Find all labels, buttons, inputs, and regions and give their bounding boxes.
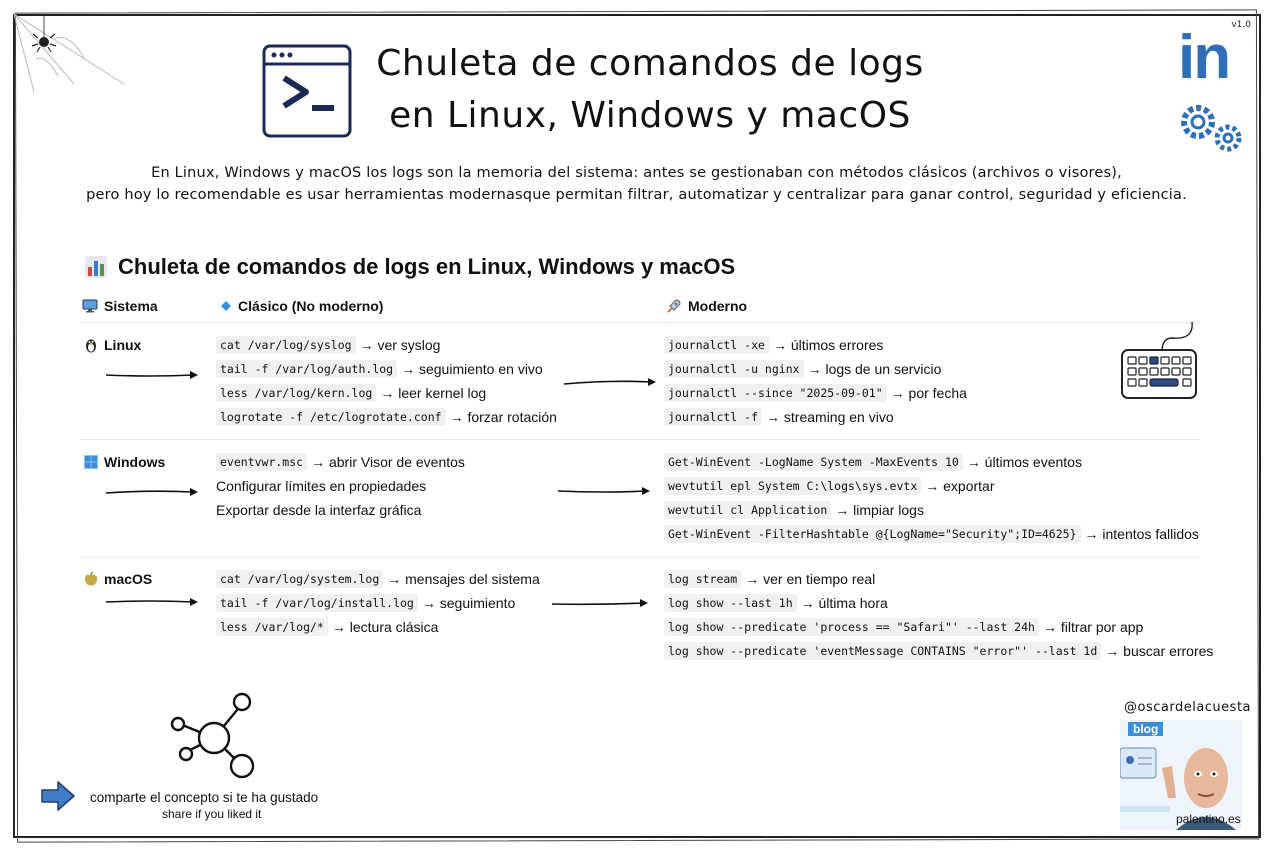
command-desc: Exportar desde la interfaz gráfica [216, 502, 422, 518]
command-desc: Configurar límites en propiedades [216, 478, 427, 494]
command-desc: → últimos errores [772, 337, 884, 353]
header-classic [220, 298, 383, 314]
macos-classic-list [216, 567, 540, 639]
command-code: logrotate -f /etc/logrotate.conf [216, 408, 446, 426]
command-item [216, 615, 540, 639]
command-code: log show --last 1h [664, 594, 797, 612]
command-code: tail -f /var/log/auth.log [216, 360, 397, 378]
rocket-icon [666, 298, 682, 314]
share-arrow-icon[interactable] [40, 780, 76, 812]
system-name: Linux [104, 337, 142, 353]
command-item [216, 498, 465, 522]
command-item [664, 567, 1213, 591]
command-item [664, 381, 967, 405]
row-divider [80, 556, 1200, 557]
diamond-icon [220, 300, 232, 312]
command-desc: → seguimiento en vivo [401, 361, 543, 377]
monitor-icon [82, 299, 98, 313]
version-label: v1.0 [1231, 20, 1251, 30]
command-item [664, 522, 1199, 546]
linkedin-logo: in [1178, 23, 1230, 92]
linux-classic-list [216, 333, 557, 429]
command-code: wevtutil cl Application [664, 501, 831, 519]
command-item [216, 474, 465, 498]
arrow-icon [104, 595, 200, 609]
header-modern-label: Moderno [688, 298, 748, 314]
header-modern [666, 298, 747, 314]
command-code: tail -f /var/log/install.log [216, 594, 418, 612]
penguin-icon [84, 337, 98, 353]
blog-label: blog [1128, 722, 1163, 736]
command-code: cat /var/log/system.log [216, 570, 383, 588]
title-line-2: en Linux, Windows y macOS [389, 95, 911, 136]
intro-line-2: pero hoy lo recomendable es usar herramientas modernasque permitan filtrar, automatizar y centralizar para ganar control, seguridad y eficiencia. [86, 187, 1187, 203]
command-code: log stream [664, 570, 741, 588]
command-desc: → seguimiento [421, 595, 516, 611]
system-macos [84, 571, 152, 587]
command-code: cat /var/log/syslog [216, 336, 356, 354]
header-system [82, 298, 158, 314]
keyboard-icon [1116, 320, 1202, 404]
blog-badge [1128, 722, 1163, 736]
arrow-icon [104, 485, 200, 499]
command-item [216, 333, 557, 357]
command-item [664, 615, 1213, 639]
command-code: journalctl -u nginx [664, 360, 804, 378]
command-code: eventvwr.msc [216, 453, 307, 471]
command-item [664, 357, 967, 381]
command-code: less /var/log/kern.log [216, 384, 376, 402]
command-item [216, 381, 557, 405]
command-item [664, 591, 1213, 615]
command-desc: → por fecha [890, 385, 967, 401]
command-item [216, 567, 540, 591]
command-item [664, 474, 1199, 498]
windows-modern-list [664, 450, 1199, 546]
command-desc: → buscar errores [1105, 643, 1214, 659]
share-text-en: share if you liked it [162, 807, 262, 821]
linux-modern-list [664, 333, 967, 429]
arrow-icon [562, 376, 658, 390]
command-item [664, 333, 967, 357]
command-desc: → ver en tiempo real [745, 571, 876, 587]
arrow-icon [104, 368, 200, 382]
share-text: comparte el concepto si te ha gustado [90, 790, 319, 805]
intro-text [30, 162, 1243, 206]
command-item [216, 357, 557, 381]
command-desc: → última hora [800, 595, 888, 611]
command-item [664, 498, 1199, 522]
author-handle: @oscardelacuesta [1124, 700, 1252, 715]
command-item [216, 591, 540, 615]
command-item [216, 405, 557, 429]
command-desc: → limpiar logs [835, 502, 924, 518]
command-item [664, 639, 1213, 663]
windows-classic-list [216, 450, 465, 522]
command-desc: → lectura clásica [331, 619, 439, 635]
command-code: log show --predicate 'eventMessage CONTAINS "error"' --last 1d [664, 642, 1101, 660]
header-classic-label: Clásico (No moderno) [238, 298, 384, 314]
header-system-label: Sistema [104, 298, 158, 314]
section-title [84, 254, 735, 280]
row-divider [80, 439, 1200, 440]
intro-line-1: En Linux, Windows y macOS los logs son la memoria del sistema: antes se gestionaban con métodos clásicos (archivos o visores), [151, 165, 1122, 181]
command-desc: → logs de un servicio [807, 361, 942, 377]
command-desc: → intentos fallidos [1084, 526, 1199, 542]
apple-icon [84, 572, 98, 586]
system-linux [84, 337, 141, 353]
title-line-1: Chuleta de comandos de logs [376, 43, 924, 84]
gears-icon [1176, 98, 1248, 158]
command-desc: → filtrar por app [1042, 619, 1144, 635]
command-code: less /var/log/* [216, 618, 328, 636]
system-name: Windows [104, 454, 166, 470]
command-code: Get-WinEvent -FilterHashtable @{LogName="Security";ID=4625} [664, 525, 1081, 543]
section-title-text: Chuleta de comandos de logs en Linux, Windows y macOS [118, 254, 736, 279]
windows-icon [84, 455, 98, 469]
spider-web-icon [14, 14, 134, 94]
arrow-icon [550, 597, 650, 611]
command-desc: → ver syslog [359, 337, 441, 353]
command-desc: → exportar [925, 478, 995, 494]
command-code: journalctl -f [664, 408, 762, 426]
command-item [216, 450, 465, 474]
arrow-icon [556, 484, 652, 498]
macos-modern-list [664, 567, 1213, 663]
site-label: palentino.es [1176, 812, 1241, 826]
command-desc: → mensajes del sistema [387, 571, 540, 587]
command-desc: → forzar rotación [449, 409, 557, 425]
bar-chart-icon [84, 255, 108, 279]
command-code: journalctl --since "2025-09-01" [664, 384, 887, 402]
header-divider [80, 322, 1200, 323]
system-windows [84, 454, 165, 470]
command-desc: → leer kernel log [380, 385, 487, 401]
system-name: macOS [104, 571, 153, 587]
command-desc: → últimos eventos [966, 454, 1082, 470]
share-network-icon [166, 690, 260, 782]
command-code: journalctl -xe [664, 336, 769, 354]
terminal-icon [260, 40, 356, 140]
command-desc: → abrir Visor de eventos [311, 454, 465, 470]
page-title [360, 38, 940, 142]
command-code: log show --predicate 'process == "Safari"' --last 24h [664, 618, 1039, 636]
command-code: wevtutil epl System C:\logs\sys.evtx [664, 477, 921, 495]
command-item [664, 405, 967, 429]
command-item [664, 450, 1199, 474]
command-desc: → streaming en vivo [766, 409, 894, 425]
command-code: Get-WinEvent -LogName System -MaxEvents 10 [664, 453, 963, 471]
